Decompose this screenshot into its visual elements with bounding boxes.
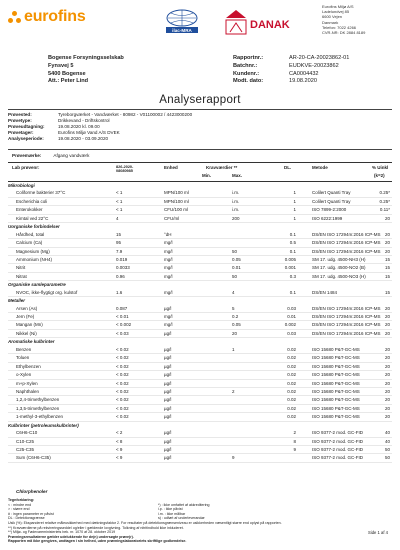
table-row [8, 396, 392, 404]
uncertainty: 20 [384, 355, 390, 361]
col-dl: DL. [284, 165, 292, 170]
result-value: < 1 [116, 207, 123, 213]
divider [8, 109, 392, 110]
result-value: < 0.02 [116, 397, 129, 403]
info-value: 19.08.2020 kl. 09.00 [58, 124, 100, 129]
detection-limit: 0.02 [287, 388, 296, 394]
max-value: 0.05 [232, 322, 241, 328]
unit: CFU/100 ml [164, 207, 189, 213]
footnote: Prøvningsresultaterne gælder udelukkende for de(n) undersøgte prøve(r). [8, 534, 134, 539]
customer-line: Bogense Forsyningsselskab [48, 55, 124, 61]
lab-address [322, 4, 365, 35]
report-number: AR-20-CA-20023862-01 [289, 55, 350, 61]
unit: °dH [164, 231, 172, 237]
parameter-name: Calcium (Ca) [16, 240, 43, 246]
footnote: Rapporten må ikke gengives, undtagen i sin helhed, uden prøvningslaboratoriets skriftlige godkendelse. [8, 539, 187, 544]
result-value: < 0.02 [116, 414, 129, 420]
uncertainty: 20 [384, 231, 390, 237]
parameter-name: Escherichia coli [16, 198, 48, 204]
results-table-header [8, 162, 392, 182]
address-line: Danmark [322, 19, 339, 25]
unit: µg/l [164, 405, 172, 411]
result-value: < 9 [116, 455, 123, 461]
section-heading [8, 223, 392, 230]
table-row [8, 438, 392, 446]
table-row [8, 206, 392, 214]
uncertainty: 40 [384, 430, 390, 436]
unit: µg/l [164, 388, 172, 394]
info-key: Prøvested: [8, 112, 32, 117]
address-line: 6600 Vejen [322, 14, 343, 20]
unit: µg/l [164, 430, 172, 436]
table-row [8, 454, 392, 462]
max-value: i.m. [232, 190, 240, 196]
parameter-name: o-Xylen [16, 372, 32, 378]
result-value: < 9 [116, 447, 123, 452]
unit: µg/l [164, 447, 172, 452]
unit: mg/l [164, 240, 173, 246]
unit: mg/l [164, 248, 173, 254]
method: ISO 15680 P&T-GC-MS [312, 397, 360, 403]
detection-limit: 0.1 [289, 231, 296, 237]
uncertainty: 20 [384, 405, 390, 411]
info-key: Analyseperiode: [8, 136, 44, 141]
max-value: 0.2 [232, 314, 239, 319]
max-value: 5 [232, 305, 235, 311]
detection-limit: 0.01 [287, 314, 296, 319]
parameter-name: Naphthalen [16, 388, 40, 394]
method: DS/EN ISO 17294m:2016 ICP-MS [312, 305, 381, 311]
meta-key: Rapportnr.: [233, 55, 264, 61]
uncertainty: 20 [384, 380, 390, 386]
uncertainty: 15 [384, 273, 390, 279]
section-title: Metaller [8, 298, 26, 304]
address-line: Ladelundvej 85 [322, 9, 350, 15]
detection-limit: 0.02 [287, 414, 296, 420]
meta-key: Kundenr.: [233, 70, 260, 77]
detection-limit: 0.005 [284, 256, 296, 262]
table-row [8, 289, 392, 297]
method: DS/EN ISO 17294m:2016 ICP-MS [312, 314, 381, 319]
result-value: 0.087 [116, 305, 128, 311]
uncertainty: 20 [384, 346, 390, 352]
brand-name: eurofins [24, 8, 86, 25]
table-row [8, 429, 392, 437]
table-row [8, 371, 392, 379]
table-row [8, 446, 392, 454]
parameter-name: Toluen [16, 355, 30, 361]
method: ISO 9377-2 mod. GC-FID [312, 455, 364, 461]
parameter-name: 1,3,5-trimethylbenzen [16, 405, 60, 411]
table-row [8, 354, 392, 362]
unit: mg/l [164, 256, 173, 262]
legend-item: DL : Detektionsgrænse [8, 516, 45, 521]
sample-mark-label: Prøvemærke: [12, 153, 42, 158]
parameter-name: Nitrit [16, 265, 26, 271]
detection-limit: 0.5 [289, 240, 296, 246]
unit: µg/l [164, 414, 172, 420]
uncertainty: 20 [384, 397, 390, 403]
uncertainty: 0.25* [379, 198, 390, 204]
danak-text: DANAK [250, 19, 290, 31]
info-key: Prøveudtagning: [8, 124, 45, 129]
method: ISO 15680 P&T-GC-MS [312, 363, 360, 369]
legend-title: Tegnforklaring: [8, 498, 35, 502]
result-value: < 1 [116, 198, 123, 204]
meta-key: Batchnr.: [233, 62, 258, 69]
col-max: Max. [232, 173, 243, 178]
unit: CFU/ml [164, 215, 180, 221]
page-number: Side 1 af 4 [367, 530, 388, 535]
info-value: Drikkevand - Driftskontrol [58, 118, 110, 123]
eurofins-logo [8, 8, 86, 26]
result-value: < 0.02 [116, 346, 129, 352]
result-value: < 0.03 [116, 330, 129, 336]
method: ISO 15680 P&T-GC-MS [312, 380, 360, 386]
detection-limit: 0.02 [287, 380, 296, 386]
unit: µg/l [164, 355, 172, 361]
result-value: 15 [116, 231, 122, 237]
detection-limit: 1 [293, 198, 296, 204]
footnote: **) Miljø- og Fødevareministeriets bek. nr. 1070 af 28. oktober 2019 [8, 530, 116, 535]
parameter-name: Coliforme bakterier 37°C [16, 190, 66, 196]
report-meta [233, 55, 349, 86]
detection-limit: 0.02 [287, 397, 296, 403]
detection-limit: 9 [293, 447, 296, 452]
address-line: CVR-NR: DK 2884 8189 [322, 30, 366, 36]
legend-item: i.m. : ikke målbar [158, 511, 186, 516]
parameter-name: Arsen (As) [16, 305, 38, 311]
result-value: < 0.02 [116, 380, 129, 386]
legend-item: # : ingen parameter er påvist [8, 511, 54, 516]
parameter-name: C6H6-C10 [16, 430, 38, 436]
max-value: 20 [232, 330, 238, 336]
result-value: < 0.02 [116, 355, 129, 361]
uncertainty: 20 [384, 414, 390, 420]
method: SM 17. udg. 4500-NH3 (H) [312, 256, 366, 262]
table-row [8, 313, 392, 321]
uncertainty: 20 [384, 305, 390, 311]
unit: mg/l [164, 314, 173, 319]
unit: µg/l [164, 455, 172, 461]
table-row [8, 231, 392, 239]
max-value: 50 [232, 273, 238, 279]
unit: mg/l [164, 273, 173, 279]
table-row [8, 273, 392, 281]
method: ISO 15680 P&T-GC-MS [312, 372, 360, 378]
table-row [8, 321, 392, 329]
result-value: 4 [116, 215, 119, 221]
divider [8, 149, 392, 150]
section-heading [8, 338, 392, 345]
unit: µg/l [164, 363, 172, 369]
parameter-name: C10-C25 [16, 438, 35, 444]
uncertainty: 20 [384, 330, 390, 336]
result-value: < 0.02 [116, 372, 129, 378]
parameter-name: m+p-Xylen [16, 380, 38, 386]
batch-number: EUDKVE-20023862 [289, 62, 339, 69]
method: SM 17. udg. 4500-NO2 (B) [312, 265, 366, 271]
received-date: 19.08.2020 [289, 78, 317, 85]
table-row [8, 189, 392, 197]
parameter-name: 1-methyl-3-ethylbenzen [16, 414, 64, 420]
section-title: Organiske samleparametre [8, 282, 66, 288]
legend-item: i.p. : ikke påvist [158, 507, 183, 512]
result-value: < 0.02 [116, 363, 129, 369]
uncertainty: 15 [384, 289, 390, 295]
info-value: Tyreborgværket - Vandværket - 80982 - V01100002 / 4423000200 [58, 112, 193, 117]
table-row [8, 248, 392, 256]
result-value: 7.9 [116, 248, 123, 254]
max-value: 2 [232, 388, 235, 394]
detection-limit: 8 [293, 438, 296, 444]
footnote: Usik (%): Ekspanderet relative måleusikkerhed med dækningsfaktor 2. For resultater på detektionsgrænseniveau er usikkerheden væsentligt større end oplyst på rapporten. [8, 520, 282, 525]
unit: µg/l [164, 305, 172, 311]
method: DS/EN 1484 [312, 289, 338, 295]
table-row [8, 388, 392, 396]
result-value: < 0.01 [116, 314, 129, 319]
table-row [8, 380, 392, 388]
result-value: 0.96 [116, 273, 125, 279]
table-row [8, 239, 392, 247]
customer-line: Fynsvej 5 [48, 62, 74, 69]
detection-limit: 0.001 [284, 265, 296, 271]
table-row [8, 256, 392, 264]
detection-limit: 1 [293, 207, 296, 213]
parameter-name: 1,2,4-trimethylbenzen [16, 397, 60, 403]
detection-limit: 0.03 [287, 330, 296, 336]
sample-info [8, 112, 192, 142]
sample-mark-value: Afgang vandværk [53, 153, 90, 158]
unit: µg/l [164, 397, 172, 403]
method: ISO 9377-2 mod. GC-FID [312, 430, 364, 436]
customer-number: CA0004432 [289, 70, 319, 77]
max-value: 200 [232, 215, 240, 221]
table-row [8, 405, 392, 413]
col-method: Metode [312, 165, 328, 170]
parameter-name: Enterokokker [16, 207, 43, 213]
table-row [8, 330, 392, 338]
max-value: 4 [232, 289, 235, 295]
uncertainty: 20 [384, 322, 390, 328]
detection-limit: 1 [293, 190, 296, 196]
customer-line: Att.: Peter Lind [48, 78, 89, 85]
result-value: < 0.02 [116, 405, 129, 411]
uncertainty: 20 [384, 215, 390, 221]
report-footer [8, 498, 392, 544]
uncertainty: 15 [384, 265, 390, 271]
uncertainty: 20 [384, 363, 390, 369]
max-value: 0.01 [232, 265, 241, 271]
result-value: 95 [116, 240, 122, 246]
detection-limit: 0.02 [287, 372, 296, 378]
lab-sample-number: 826-2020-08080985 [116, 165, 134, 174]
detection-limit: 0.002 [284, 322, 296, 328]
table-row [8, 215, 392, 223]
legend-item: *) : ikke omfattet af akkreditering [158, 502, 210, 507]
detection-limit: 0.03 [287, 305, 296, 311]
result-value: 0.0033 [116, 265, 130, 271]
detection-limit: 0.02 [287, 355, 296, 361]
legend-item: s) : udført af underleverandør [158, 516, 205, 521]
max-value: i.m. [232, 207, 240, 213]
footnote: **) Kravværdierne på rekvireringsseddel og/eller i gældende lovgivning. Tolkning af nitritindhold ikke inkluderet. [8, 525, 184, 530]
unit: MPN/100 ml [164, 190, 189, 196]
section-heading [8, 182, 392, 189]
parameter-name: Magnesium (Mg) [16, 248, 50, 254]
result-value: 0.019 [116, 256, 128, 262]
parameter-name: Nikkel (Ni) [16, 330, 37, 336]
ilac-mra-text: ilac-MRA [172, 28, 192, 33]
address-line: Eurofins Miljø A/S [322, 4, 354, 9]
unit: µg/l [164, 346, 172, 352]
col-k: (k=2) [374, 173, 385, 178]
method: Colilert Quanti Tray [312, 190, 351, 196]
section-heading: Chlorphenoler [16, 489, 48, 494]
parameter-name: Benzen [16, 346, 32, 352]
col-requirements: Kravværdier ** [206, 165, 238, 170]
col-min: Min. [202, 173, 211, 178]
detection-limit: 0.02 [287, 346, 296, 352]
danak-logo [222, 8, 290, 38]
table-row [8, 346, 392, 354]
section-title: Mikrobiologi [8, 183, 35, 188]
method: SM 17. udg. 4500-NO3 (H) [312, 273, 366, 279]
unit: µg/l [164, 380, 172, 386]
parameter-name: C25-C35 [16, 447, 35, 452]
max-value: 9 [232, 455, 235, 461]
parameter-name: Kimtal ved 22°C [16, 215, 49, 221]
customer-line: 5400 Bogense [48, 70, 86, 77]
uncertainty: 50 [384, 447, 390, 452]
method: ISO 7899-2:2000 [312, 207, 347, 213]
section-heading [8, 422, 392, 429]
detection-limit: 1 [293, 215, 296, 221]
legend-item: < : mindre end [8, 502, 32, 507]
uncertainty: 20 [384, 248, 390, 254]
sample-mark [8, 153, 89, 158]
eurofins-logo-icon [8, 11, 21, 24]
table-row [8, 413, 392, 421]
uncertainty: 40 [384, 438, 390, 444]
method: ISO 15680 P&T-GC-MS [312, 346, 360, 352]
unit: µg/l [164, 438, 172, 444]
uncertainty: 20 [384, 388, 390, 394]
method: DS/EN ISO 17294m:2016 ICP-MS [312, 330, 381, 336]
ilac-mra-logo [162, 9, 202, 35]
uncertainty: 0.11* [379, 207, 390, 213]
method: ISO 6222:1999 [312, 215, 343, 221]
col-lab-sample: Lab prøvenr: [12, 165, 40, 170]
method: ISO 9377-2 mod. GC-FID [312, 447, 364, 452]
section-title: Aromatiske kulbrinter [8, 339, 55, 345]
section-title: Uorganiske forbindelser [8, 224, 60, 230]
max-value: i.m. [232, 198, 240, 204]
detection-limit: 0.3 [289, 273, 296, 279]
detection-limit: 0.1 [289, 248, 296, 254]
info-key: Prøvetager: [8, 130, 34, 135]
uncertainty: 20 [384, 314, 390, 319]
method: ISO 15680 P&T-GC-MS [312, 405, 360, 411]
results-table [8, 182, 392, 463]
result-value: < 1 [116, 190, 123, 196]
unit: µg/l [164, 372, 172, 378]
section-heading [8, 297, 392, 304]
legend-item: > : større end [8, 507, 30, 512]
result-value: 1.6 [116, 289, 123, 295]
parameter-name: Mangan (Mn) [16, 322, 43, 328]
info-value: 19.08.2020 - 03.09.2020 [58, 136, 109, 141]
result-value: < 0.002 [116, 322, 132, 328]
parameter-name: Jern (Fe) [16, 314, 35, 319]
max-value: 0.05 [232, 256, 241, 262]
address-line: Telefon: 7022 4266 [322, 24, 357, 30]
info-value: Eurofins Miljø Vand A/S DVEK [58, 130, 120, 135]
col-uncertainty: % Uinkl [372, 165, 389, 170]
section-heading [8, 281, 392, 288]
method: DS/EN ISO 17294m:2016 ICP-MS [312, 231, 381, 237]
unit: mg/l [164, 322, 173, 328]
section-title: Kulbrinter (petroleumskulbrinter) [8, 422, 79, 428]
table-row [8, 305, 392, 313]
parameter-name: NVOC, ikke-flygtigt org. kulstof [16, 289, 78, 295]
detection-limit: 2 [293, 430, 296, 436]
method: DS/EN ISO 17294m:2016 ICP-MS [312, 240, 381, 246]
method: ISO 15680 P&T-GC-MS [312, 355, 360, 361]
method: ISO 9377-2 mod. GC-FID [312, 438, 364, 444]
uncertainty: 20 [384, 240, 390, 246]
parameter-name: Nitrat [16, 273, 27, 279]
unit: MPN/100 ml [164, 198, 189, 204]
method: DS/EN ISO 17294m:2016 ICP-MS [312, 322, 381, 328]
parameter-name: Ethylbenzen [16, 363, 41, 369]
unit: µg/l [164, 330, 172, 336]
method: ISO 15680 P&T-GC-MS [312, 414, 360, 420]
table-row [8, 264, 392, 272]
detection-limit: 0.02 [287, 363, 296, 369]
method: ISO 15680 P&T-GC-MS [312, 388, 360, 394]
result-value: < 8 [116, 438, 123, 444]
uncertainty: 20 [384, 372, 390, 378]
method: Colilert Quanti Tray [312, 198, 351, 204]
parameter-name: Sum (C6H6-C35) [16, 455, 51, 461]
detection-limit: 0.02 [287, 405, 296, 411]
unit: mg/l [164, 265, 173, 271]
table-row [8, 198, 392, 206]
unit: mg/l [164, 289, 173, 295]
method: DS/EN ISO 17294m:2016 ICP-MS [312, 248, 381, 254]
detection-limit: 0.1 [289, 289, 296, 295]
meta-key: Modt. dato: [233, 78, 264, 85]
max-value: 50 [232, 248, 238, 254]
uncertainty: 15 [384, 256, 390, 262]
customer-address [48, 55, 124, 86]
result-value: < 0.02 [116, 388, 129, 394]
table-row [8, 363, 392, 371]
result-value: < 2 [116, 430, 123, 436]
page-title: Analyserapport [159, 94, 241, 106]
col-unit: Enhed [164, 165, 178, 170]
uncertainty: 50 [384, 455, 390, 461]
info-key: Prøvetype: [8, 118, 32, 123]
uncertainty: 0.25* [379, 190, 390, 196]
parameter-name: Hårdhed, total [16, 231, 45, 237]
max-value: 1 [232, 346, 235, 352]
parameter-name: Ammonium (NH4) [16, 256, 53, 262]
